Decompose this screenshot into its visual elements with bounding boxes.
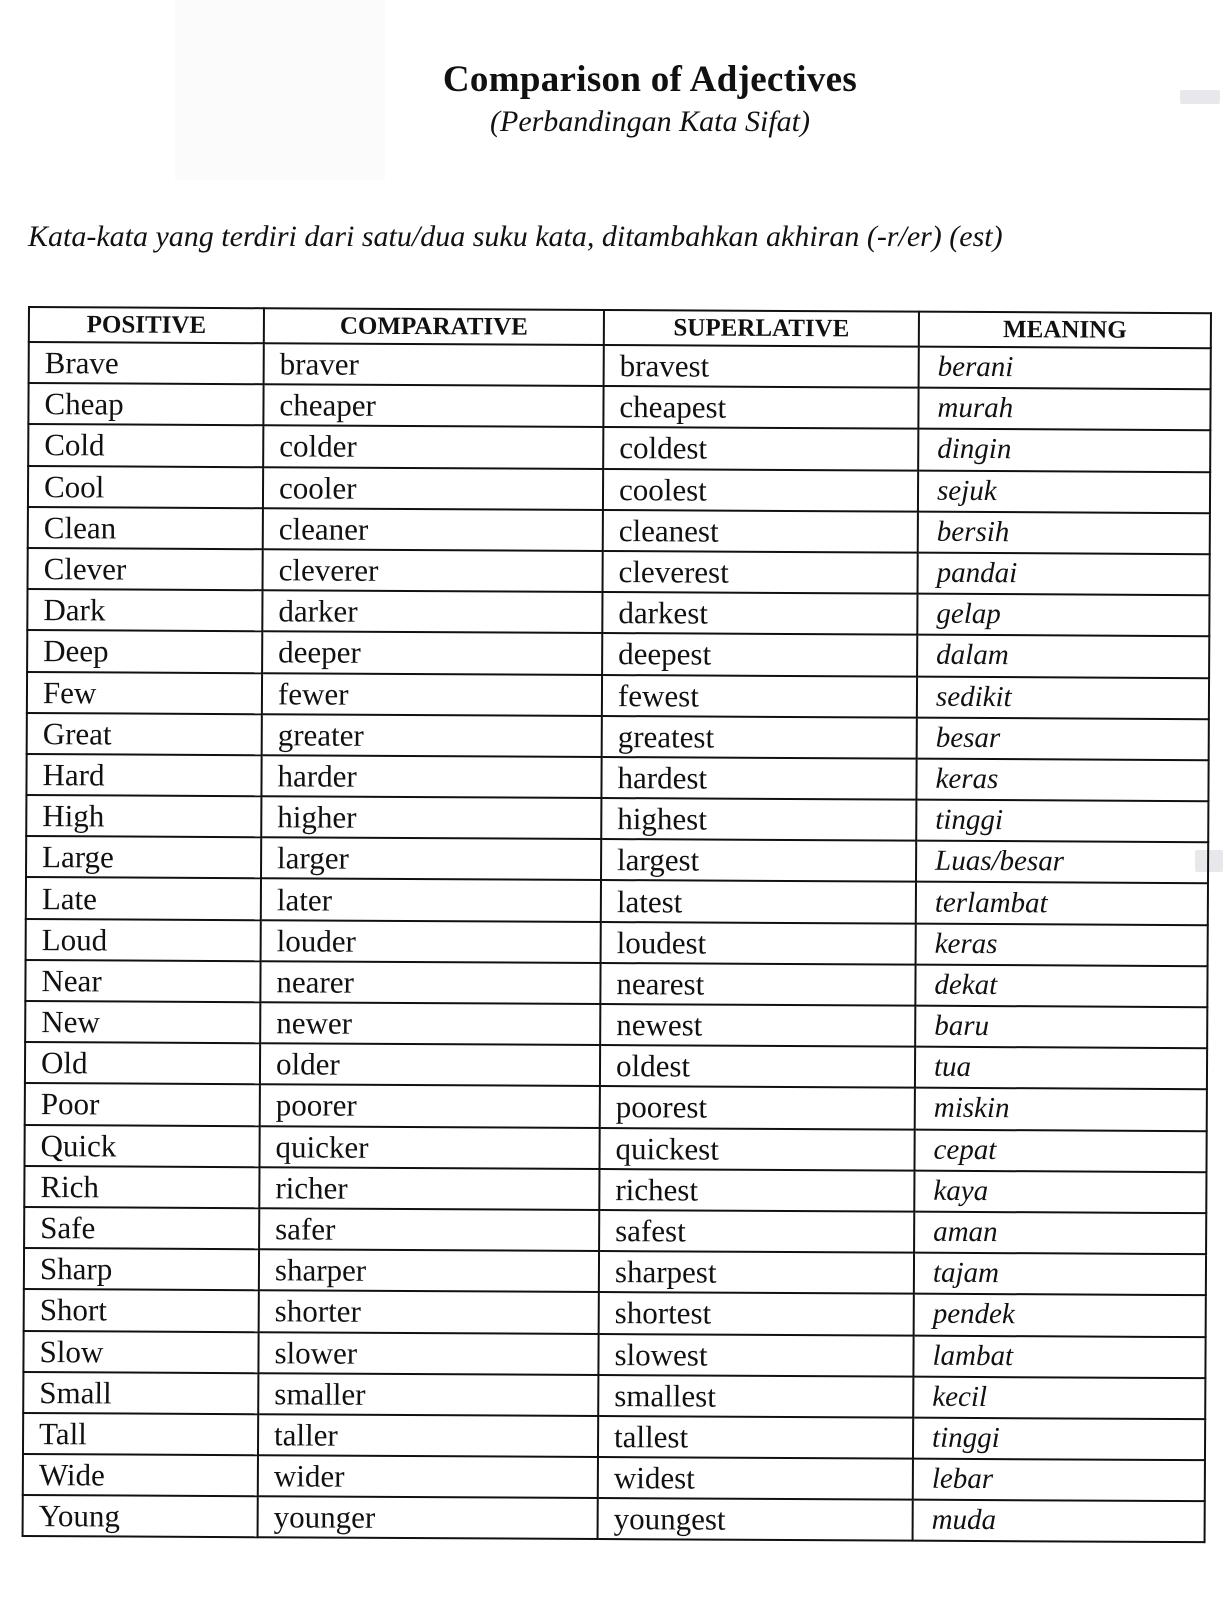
- superlative-cell: greatest: [602, 716, 917, 759]
- table-row: [24, 1248, 1206, 1295]
- positive-cell: Cool: [28, 466, 263, 508]
- positive-cell: Clean: [28, 507, 263, 549]
- superlative-cell: newest: [600, 1004, 915, 1047]
- positive-cell: Late: [26, 877, 261, 919]
- superlative-cell: hardest: [601, 757, 916, 800]
- meaning-cell: dekat: [915, 964, 1207, 1007]
- comparative-cell: poorer: [260, 1085, 600, 1128]
- table-row: [27, 630, 1209, 677]
- positive-cell: Hard: [26, 754, 261, 796]
- table-row: [27, 713, 1209, 760]
- positive-cell: High: [26, 795, 261, 837]
- positive-cell: Cold: [28, 424, 263, 466]
- comparative-cell: nearer: [260, 961, 600, 1004]
- superlative-cell: richest: [599, 1169, 914, 1212]
- comparative-cell: greater: [262, 714, 602, 757]
- table-row: [28, 383, 1210, 430]
- table-row: [25, 1001, 1207, 1048]
- superlative-cell: largest: [601, 839, 916, 882]
- table-row: [27, 672, 1209, 719]
- comparative-cell: shorter: [259, 1291, 599, 1334]
- meaning-cell: kaya: [914, 1170, 1206, 1213]
- comparative-cell: cleverer: [263, 549, 603, 592]
- table-row: [25, 1083, 1207, 1130]
- positive-cell: Cheap: [28, 383, 263, 425]
- positive-cell: Quick: [24, 1125, 259, 1167]
- meaning-cell: murah: [918, 388, 1210, 431]
- table-row: [29, 342, 1211, 389]
- comparative-cell: cleaner: [263, 508, 603, 551]
- meaning-cell: lebar: [913, 1459, 1205, 1502]
- page-subtitle: (Perbandingan Kata Sifat): [490, 105, 810, 138]
- table-row: [23, 1495, 1205, 1542]
- meaning-cell: terlambat: [916, 882, 1208, 925]
- instruction-text: Kata-kata yang terdiri dari satu/dua suku kata, ditambahkan akhiran (-r/er) (est): [28, 220, 1003, 253]
- superlative-cell: bravest: [604, 345, 919, 388]
- comparative-cell: braver: [264, 343, 604, 386]
- comparative-cell: darker: [262, 590, 602, 633]
- superlative-cell: cheapest: [603, 386, 918, 429]
- meaning-cell: tinggi: [913, 1418, 1205, 1461]
- table-row: [27, 589, 1209, 636]
- table-row: [26, 795, 1208, 842]
- comparative-cell: larger: [261, 837, 601, 880]
- superlative-cell: fewest: [602, 675, 917, 718]
- positive-cell: Tall: [23, 1413, 258, 1455]
- table-row: [24, 1289, 1206, 1336]
- meaning-cell: baru: [915, 1006, 1207, 1049]
- meaning-cell: kecil: [913, 1376, 1205, 1419]
- positive-cell: Near: [25, 960, 260, 1002]
- positive-cell: Brave: [29, 342, 264, 384]
- positive-cell: Clever: [28, 548, 263, 590]
- superlative-cell: quickest: [599, 1128, 914, 1171]
- comparative-cell: cheaper: [263, 384, 603, 427]
- table-row: [23, 1372, 1205, 1419]
- comparative-cell: quicker: [259, 1126, 599, 1169]
- superlative-cell: sharpest: [599, 1251, 914, 1294]
- meaning-cell: miskin: [915, 1088, 1207, 1131]
- table-row: [25, 960, 1207, 1007]
- header-comparative: COMPARATIVE: [264, 308, 604, 345]
- superlative-cell: youngest: [598, 1498, 913, 1541]
- meaning-cell: pendek: [914, 1294, 1206, 1337]
- positive-cell: Loud: [26, 919, 261, 961]
- superlative-cell: cleverest: [603, 551, 918, 594]
- meaning-cell: tinggi: [916, 800, 1208, 843]
- table-row: [28, 548, 1210, 595]
- positive-cell: Few: [27, 672, 262, 714]
- page-title: Comparison of Adjectives: [442, 59, 858, 100]
- superlative-cell: highest: [601, 798, 916, 841]
- meaning-cell: besar: [917, 717, 1209, 760]
- meaning-cell: keras: [916, 759, 1208, 802]
- comparative-cell: later: [261, 879, 601, 922]
- positive-cell: Small: [23, 1372, 258, 1414]
- superlative-cell: smallest: [598, 1375, 913, 1418]
- superlative-cell: cleanest: [603, 510, 918, 553]
- positive-cell: Old: [25, 1042, 260, 1084]
- comparative-cell: wider: [258, 1455, 598, 1498]
- comparative-cell: higher: [261, 796, 601, 839]
- comparative-cell: fewer: [262, 673, 602, 716]
- superlative-cell: nearest: [600, 963, 915, 1006]
- meaning-cell: pandai: [918, 553, 1210, 596]
- meaning-cell: sedikit: [917, 676, 1209, 719]
- table-row: [28, 424, 1210, 471]
- meaning-cell: cepat: [914, 1129, 1206, 1172]
- positive-cell: Sharp: [24, 1248, 259, 1290]
- table-row: [23, 1413, 1205, 1460]
- superlative-cell: oldest: [600, 1045, 915, 1088]
- positive-cell: Slow: [23, 1330, 258, 1372]
- header-positive: POSITIVE: [29, 307, 264, 343]
- header-meaning: MEANING: [919, 312, 1211, 349]
- meaning-cell: Luas/besar: [916, 841, 1208, 884]
- table-row: [24, 1166, 1206, 1213]
- superlative-cell: slowest: [598, 1334, 913, 1377]
- comparative-cell: harder: [261, 755, 601, 798]
- positive-cell: Young: [23, 1495, 258, 1537]
- meaning-cell: gelap: [917, 594, 1209, 637]
- superlative-cell: safest: [599, 1210, 914, 1253]
- table-row: [25, 1042, 1207, 1089]
- positive-cell: Great: [27, 713, 262, 755]
- comparative-cell: cooler: [263, 467, 603, 510]
- positive-cell: New: [25, 1001, 260, 1043]
- positive-cell: Short: [24, 1289, 259, 1331]
- table-body: [23, 342, 1211, 1543]
- meaning-cell: dalam: [917, 635, 1209, 678]
- meaning-cell: sejuk: [918, 470, 1210, 513]
- comparative-cell: taller: [258, 1414, 598, 1457]
- comparative-cell: sharper: [259, 1249, 599, 1292]
- superlative-cell: latest: [601, 880, 916, 923]
- adjective-table: [22, 306, 1212, 1544]
- table-row: [26, 836, 1208, 883]
- comparative-cell: slower: [258, 1332, 598, 1375]
- comparative-cell: older: [260, 1043, 600, 1086]
- meaning-cell: berani: [919, 347, 1211, 390]
- superlative-cell: loudest: [601, 922, 916, 965]
- table-row: [28, 466, 1210, 513]
- adjective-table-container: [22, 306, 1210, 1544]
- table-row: [26, 754, 1208, 801]
- meaning-cell: tajam: [914, 1253, 1206, 1296]
- positive-cell: Wide: [23, 1454, 258, 1496]
- table-row: [26, 877, 1208, 924]
- positive-cell: Deep: [27, 630, 262, 672]
- header-superlative: SUPERLATIVE: [604, 310, 919, 347]
- superlative-cell: shortest: [599, 1292, 914, 1335]
- positive-cell: Rich: [24, 1166, 259, 1208]
- comparative-cell: colder: [263, 426, 603, 469]
- superlative-cell: darkest: [602, 592, 917, 635]
- meaning-cell: keras: [916, 923, 1208, 966]
- table-row: [24, 1207, 1206, 1254]
- meaning-cell: lambat: [913, 1335, 1205, 1378]
- superlative-cell: tallest: [598, 1416, 913, 1459]
- table-row: [28, 507, 1210, 554]
- comparative-cell: safer: [259, 1208, 599, 1251]
- comparative-cell: smaller: [258, 1373, 598, 1416]
- comparative-cell: newer: [260, 1002, 600, 1045]
- meaning-cell: bersih: [918, 511, 1210, 554]
- table-row: [26, 919, 1208, 966]
- superlative-cell: deepest: [602, 633, 917, 676]
- positive-cell: Dark: [27, 589, 262, 631]
- superlative-cell: poorest: [600, 1086, 915, 1129]
- comparative-cell: louder: [261, 920, 601, 963]
- table-row: [23, 1454, 1205, 1501]
- meaning-cell: dingin: [918, 429, 1210, 472]
- positive-cell: Poor: [25, 1083, 260, 1125]
- comparative-cell: richer: [259, 1167, 599, 1210]
- positive-cell: Large: [26, 836, 261, 878]
- superlative-cell: widest: [598, 1457, 913, 1500]
- comparative-cell: deeper: [262, 632, 602, 675]
- table-row: [23, 1330, 1205, 1377]
- meaning-cell: tua: [915, 1047, 1207, 1090]
- comparative-cell: younger: [258, 1496, 598, 1539]
- table-row: [24, 1125, 1206, 1172]
- superlative-cell: coldest: [603, 427, 918, 470]
- meaning-cell: aman: [914, 1212, 1206, 1255]
- superlative-cell: coolest: [603, 469, 918, 512]
- positive-cell: Safe: [24, 1207, 259, 1249]
- meaning-cell: muda: [913, 1500, 1205, 1543]
